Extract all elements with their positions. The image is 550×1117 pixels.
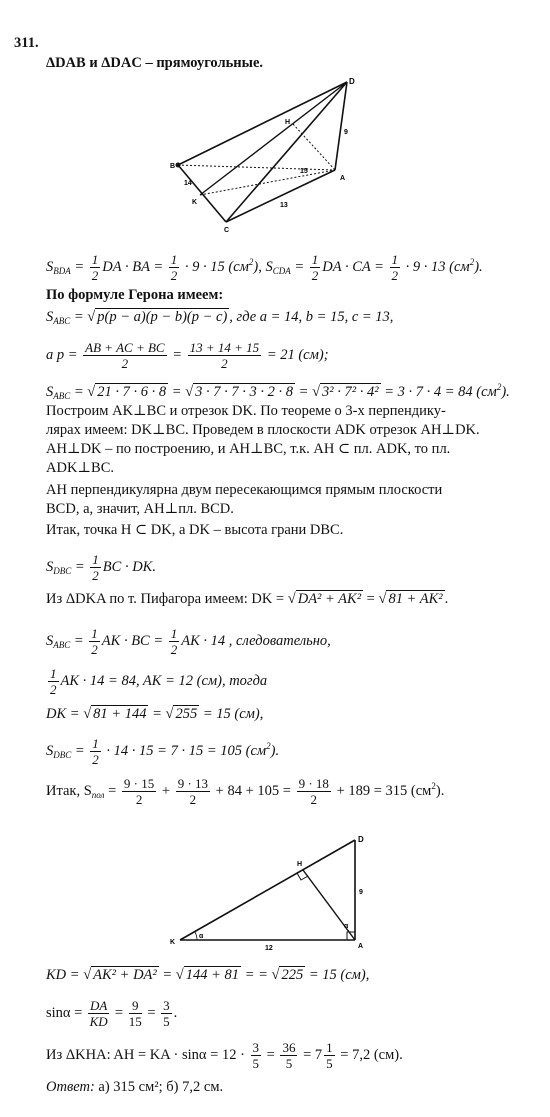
fig1-label-K: K: [192, 199, 198, 206]
area-abc-ak-line: $S_{ABC}$ = $\frac{1}{2}$ AK · BC = $\frac{1}{2}$ AK · 14 , следовательно,: [46, 626, 331, 657]
fig2-label-A: A: [358, 943, 364, 950]
fig1-edge-14: 14: [184, 180, 192, 187]
fig1-edge-13: 13: [280, 202, 288, 209]
answer-label: Ответ:: [46, 1079, 95, 1095]
fig2-edge-9: 9: [359, 889, 363, 896]
answer-line: [46, 1078, 223, 1096]
paragraph-1-line-2: лярах имеем: DK⊥BC. Проведем в плоскости ADK отрезок AH⊥DK.: [46, 422, 480, 438]
fig1-edge-9: 9: [344, 129, 348, 136]
paragraph-1-line-1: Построим AK⊥BC и отрезок DK. По теореме о 3-х перпендику-: [46, 403, 446, 419]
heron-result-line: $S_{ABC}$ = √ 21 · 7 · 6 · 8 = √ 3 · 7 · 7 · 3 · 2 · 8 = √ 3² · 7² · 4² = 3 · 7 · 4 = 84 $(см^2)$.: [46, 382, 510, 401]
fig2-edge-12: 12: [265, 945, 273, 952]
area-dbc-formula: $S_{DBC}$ = $\frac{1}{2}$ BC · DK.: [46, 552, 156, 583]
ak-result-line: $\frac{1}{2}$ AK · 14 = 84, AK = 12 (см), тогда: [50, 666, 268, 697]
fig2-alpha-k: α: [199, 933, 204, 940]
area-bda-cda-line: $S_{BDA}$ = $\frac{1}{2}$ DA · BA = $\frac{1}{2}$ · 9 · 15 $(см^2)$, $S_{CDA}$ = $\frac{1}{2}$ DA · CA = $\frac{1}{2}$ · 9 · 13 $(см^2)$.: [46, 252, 483, 283]
paragraph-1-line-4: ADK⊥BC.: [46, 460, 115, 476]
heron-title: По формуле Герона имеем:: [46, 287, 224, 303]
pythagoras-line: Из ΔDKA по т. Пифагора имеем: DK = √ DA² + AK² = √ 81 + AK² .: [46, 591, 449, 607]
dk-result-line: DK = √ 81 + 144 = √ 255 = 15 (см),: [46, 706, 264, 722]
fig1-label-H: H: [285, 119, 291, 126]
fig2-alpha-a: α: [344, 923, 349, 930]
paragraph-3: Итак, точка H ⊂ DK, а DK – высота грани DBC.: [46, 522, 344, 538]
fig1-label-C: C: [224, 227, 230, 232]
problem-number: 311.: [14, 35, 39, 51]
heron-formula: $S_{ABC}$ = √ p(p − a)(p − b)(p − c) , где a = 14, b = 15, c = 13,: [46, 309, 394, 326]
paragraph-1-line-3: AH⊥DK – по построению, и AH⊥BC, т.к. AH ⊂ пл. ADK, то пл.: [46, 441, 451, 457]
intro-text: ΔDAB и ΔDAC – прямоугольные.: [46, 55, 264, 71]
fig1-label-A: A: [340, 175, 346, 182]
sin-alpha-line: sinα = $\frac{DA}{KD}$ = $\frac{9}{15}$ = $\frac{3}{5}$ .: [46, 998, 178, 1029]
paragraph-2-line-2: BCD, а, значит, AH⊥пл. BCD.: [46, 501, 234, 517]
paragraph-2-line-1: AH перпендикулярна двум пересекающимся прямым плоскости: [46, 482, 443, 498]
fig2-label-H: H: [297, 861, 303, 868]
fig1-label-B: B: [170, 163, 176, 170]
kd-line: KD = √ AK² + DA² = √ 144 + 81 = = √ 225 = 15 (см),: [46, 967, 370, 983]
triangle-figure: [165, 832, 375, 952]
ah-result-line: Из ΔKHA: AH = KA · sinα = 12 · $\frac{3}{5}$ = $\frac{36}{5}$ = 7 $\frac{1}{5}$ = 7,2 (см).: [46, 1040, 403, 1071]
fig2-label-K: K: [170, 939, 176, 946]
fig2-label-D: D: [358, 835, 364, 844]
pyramid-figure: [170, 72, 360, 232]
fig1-label-D: D: [349, 77, 355, 86]
semiperimeter-line: а p = $\frac{AB + AC + BC}{2}$ = $\frac{13 + 14 + 15}{2}$ = 21 (см);: [46, 340, 329, 371]
answer-text: а) 315 см²; б) 7,2 см.: [94, 1079, 224, 1095]
fig1-edge-15: 15: [300, 168, 308, 175]
area-dbc-result-line: $S_{DBC}$ = $\frac{1}{2}$ · 14 · 15 = 7 · 15 = 105 $(см^2)$.: [46, 736, 280, 767]
total-area-line: Итак, $S_{пол}$ = $\frac{9 \cdot 15}{2}$ + $\frac{9 \cdot 13}{2}$ + 84 + 105 = $\frac{9 \cdot 18}{2}$ + 189 = 315 $(см^2)$.: [46, 776, 445, 807]
